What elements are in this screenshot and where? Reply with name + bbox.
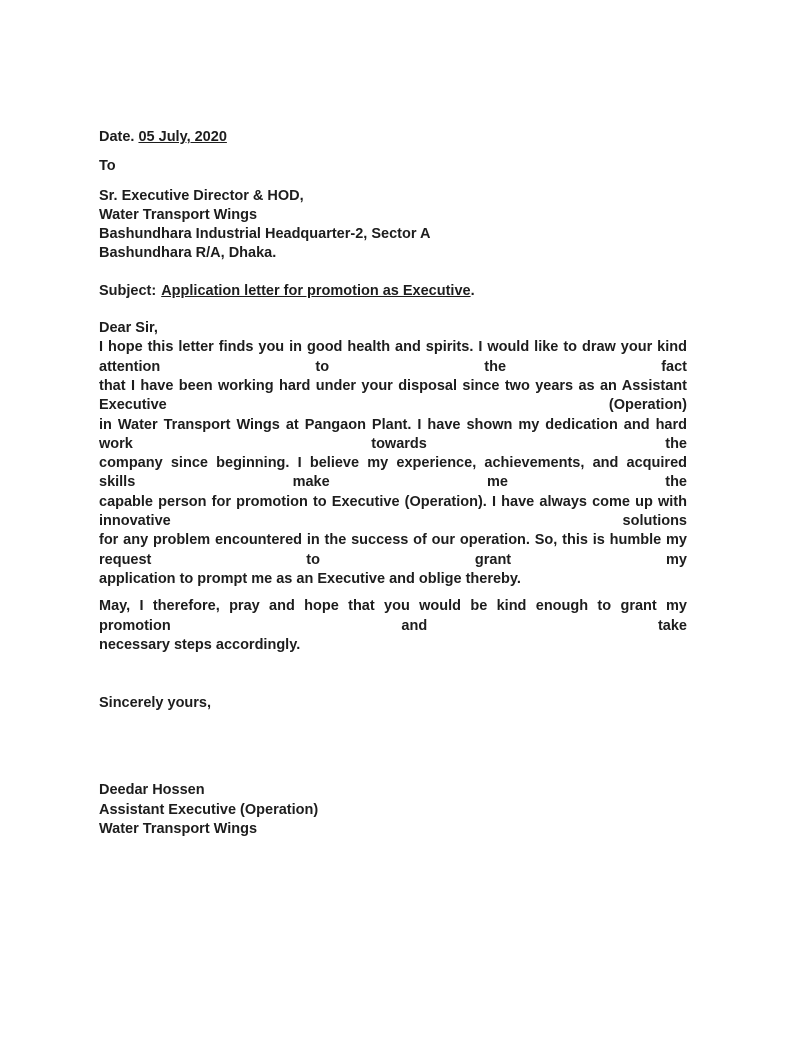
- recipient-block: [99, 187, 687, 264]
- recipient-department: Water Transport Wings: [99, 206, 258, 223]
- subject-text: Application letter for promotion as Executive: [161, 282, 471, 299]
- recipient-address-line: Bashundhara R/A, Dhaka.: [99, 245, 277, 262]
- signature-title: Assistant Executive (Operation): [99, 801, 319, 818]
- date-value: 05 July, 2020: [138, 129, 227, 145]
- body-line: in Water Transport Wings at Pangaon Plant. I have shown my dedication and hard work towards the: [99, 416, 687, 452]
- letter-content: [99, 128, 687, 839]
- subject-suffix: .: [470, 282, 475, 299]
- signature-org: Water Transport Wings: [99, 821, 258, 838]
- body-line: necessary steps accordingly.: [99, 636, 301, 653]
- body-line: I hope this letter finds you in good health and spirits. I would like to draw your kind attention to the fact: [99, 339, 687, 375]
- body-line: capable person for promotion to Executive (Operation). I have always come up with innovative solutions: [99, 493, 687, 530]
- recipient-name: Sr. Executive Director & HOD,: [99, 187, 304, 204]
- date-label: Date.: [99, 129, 135, 145]
- body-paragraph-1: [99, 338, 687, 589]
- recipient-address-line: Bashundhara Industrial Headquarter-2, Sector A: [99, 226, 431, 243]
- signature-name: Deedar Hossen: [99, 782, 205, 799]
- body-line: May, I therefore, pray and hope that you would be kind enough to grant my promotion and take: [99, 598, 687, 634]
- body-line: that I have been working hard under your disposal since two years as an Assistant Executive (Operation): [99, 377, 687, 414]
- body-line: application to prompt me as an Executive and oblige thereby.: [99, 570, 521, 587]
- salutation: Dear Sir,: [99, 320, 158, 337]
- date-line: [99, 128, 687, 147]
- signature-block: [99, 781, 687, 839]
- subject-label: Subject:: [99, 282, 157, 299]
- to-label: To: [99, 158, 116, 175]
- body-paragraph-2: [99, 597, 687, 655]
- closing-salutation: Sincerely yours,: [99, 695, 212, 712]
- subject-line: [99, 282, 687, 301]
- body-line: company since beginning. I believe my experience, achievements, and acquired skills make me the: [99, 455, 687, 491]
- body-line: for any problem encountered in the success of our operation. So, this is humble my request to grant my: [99, 532, 687, 568]
